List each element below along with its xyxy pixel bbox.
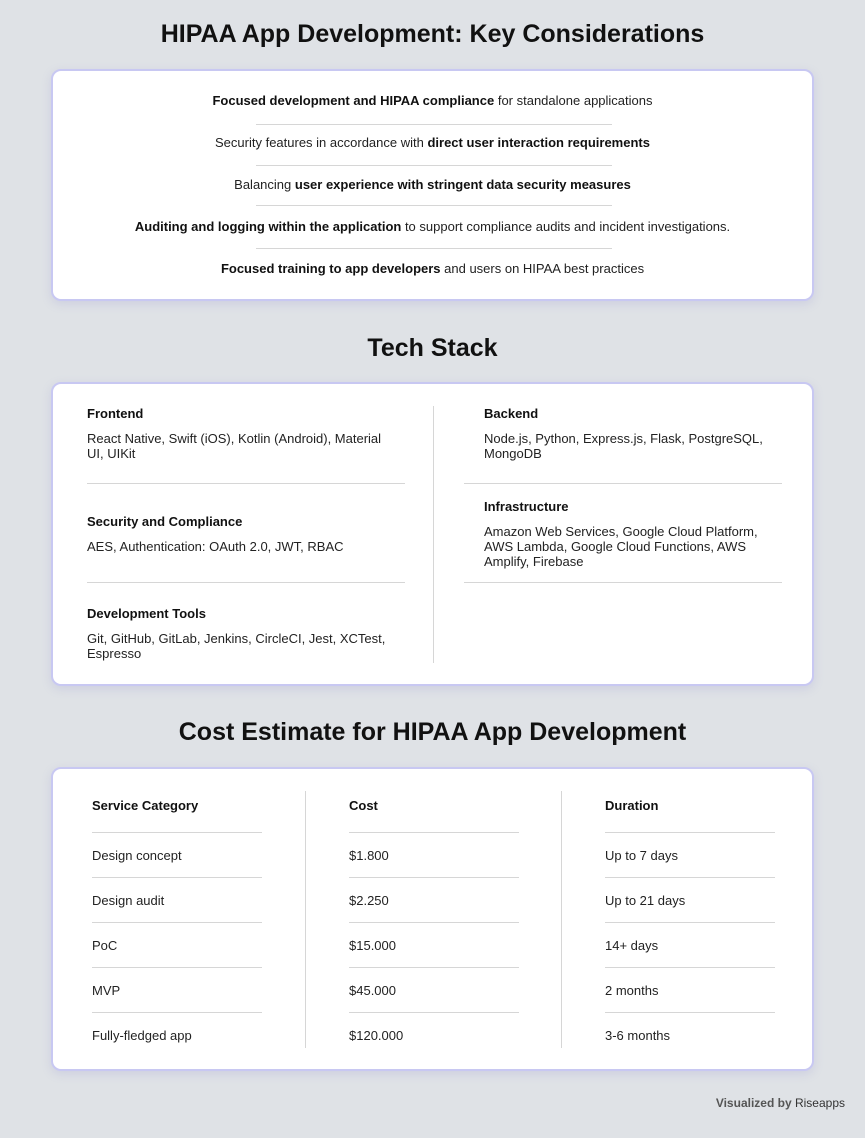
row-divider <box>349 832 519 833</box>
divider <box>464 582 782 583</box>
footer-brand: Riseapps <box>794 1096 845 1110</box>
table-cell-duration: 3-6 months <box>605 1028 671 1043</box>
row-divider <box>605 967 775 968</box>
consideration-item <box>53 218 812 236</box>
consideration-item <box>53 176 812 194</box>
table-cell-duration: Up to 21 days <box>605 893 686 908</box>
divider <box>87 483 405 484</box>
footer-credit <box>716 1096 845 1110</box>
table-cell-cost: $15.000 <box>349 938 396 953</box>
row-divider <box>605 832 775 833</box>
table-cell-service: PoC <box>92 938 118 953</box>
infrastructure-title: Infrastructure <box>484 499 569 514</box>
table-header-cost: Cost <box>349 798 378 813</box>
row-divider <box>92 967 262 968</box>
security-body: AES, Authentication: OAuth 2.0, JWT, RBAC <box>87 539 344 554</box>
consideration-bold: direct user interaction requirements <box>427 135 650 150</box>
row-divider <box>605 1012 775 1013</box>
consideration-item <box>53 134 812 152</box>
row-divider <box>92 922 262 923</box>
table-cell-cost: $45.000 <box>349 983 396 998</box>
backend-body: Node.js, Python, Express.js, Flask, PostgreSQL, MongoDB <box>484 431 763 461</box>
considerations-title: HIPAA App Development: Key Considerations <box>160 20 705 48</box>
consideration-text: Security features in accordance with <box>215 135 428 150</box>
row-divider <box>92 1012 262 1013</box>
tech-stack-card <box>51 382 814 686</box>
column-divider <box>305 791 306 1048</box>
row-divider <box>349 877 519 878</box>
backend-title: Backend <box>484 406 539 421</box>
frontend-title: Frontend <box>87 406 144 421</box>
table-cell-cost: $120.000 <box>349 1028 404 1043</box>
cost-title: Cost Estimate for HIPAA App Development <box>178 718 687 746</box>
infrastructure-body: Amazon Web Services, Google Cloud Platform, AWS Lambda, Google Cloud Functions, AWS Amplify, Firebase <box>484 524 758 569</box>
divider <box>256 205 612 206</box>
table-cell-cost: $2.250 <box>349 893 389 908</box>
row-divider <box>92 832 262 833</box>
divider <box>256 248 612 249</box>
consideration-text: Balancing <box>234 177 295 192</box>
consideration-bold: user experience with stringent data security measures <box>294 177 631 192</box>
consideration-text: and users on HIPAA best practices <box>440 261 645 276</box>
divider <box>464 483 782 484</box>
consideration-text: to support compliance audits and incident investigations. <box>401 219 731 234</box>
tech-stack-title: Tech Stack <box>367 334 498 362</box>
footer-prefix: Visualized by <box>715 1096 792 1110</box>
table-cell-duration: 14+ days <box>605 938 659 953</box>
table-header-duration: Duration <box>605 798 659 813</box>
table-header-service: Service Category <box>92 798 199 813</box>
divider <box>256 124 612 125</box>
divider <box>87 582 405 583</box>
consideration-item <box>53 260 812 278</box>
row-divider <box>349 1012 519 1013</box>
devtools-body: Git, GitHub, GitLab, Jenkins, CircleCI, Jest, XCTest, Espresso <box>87 631 386 661</box>
devtools-title: Development Tools <box>87 606 206 621</box>
row-divider <box>349 967 519 968</box>
frontend-body: React Native, Swift (iOS), Kotlin (Android), Material UI, UIKit <box>87 431 382 461</box>
table-cell-service: MVP <box>92 983 121 998</box>
row-divider <box>605 922 775 923</box>
table-cell-duration: 2 months <box>605 983 659 998</box>
consideration-text: for standalone applications <box>494 93 653 108</box>
considerations-card <box>51 69 814 301</box>
divider <box>256 165 612 166</box>
consideration-bold: Auditing and logging within the application <box>134 219 402 234</box>
row-divider <box>605 877 775 878</box>
consideration-bold: Focused training to app developers <box>220 261 441 276</box>
security-title: Security and Compliance <box>87 514 243 529</box>
row-divider <box>92 877 262 878</box>
row-divider <box>349 922 519 923</box>
table-cell-service: Design audit <box>92 893 165 908</box>
consideration-item <box>53 92 812 110</box>
column-divider <box>561 791 562 1048</box>
cost-table-card <box>51 767 814 1071</box>
table-cell-duration: Up to 7 days <box>605 848 678 863</box>
table-cell-cost: $1.800 <box>349 848 389 863</box>
consideration-bold: Focused development and HIPAA compliance <box>212 93 495 108</box>
column-divider <box>433 406 434 663</box>
table-cell-service: Fully-fledged app <box>92 1028 192 1043</box>
table-cell-service: Design concept <box>92 848 182 863</box>
